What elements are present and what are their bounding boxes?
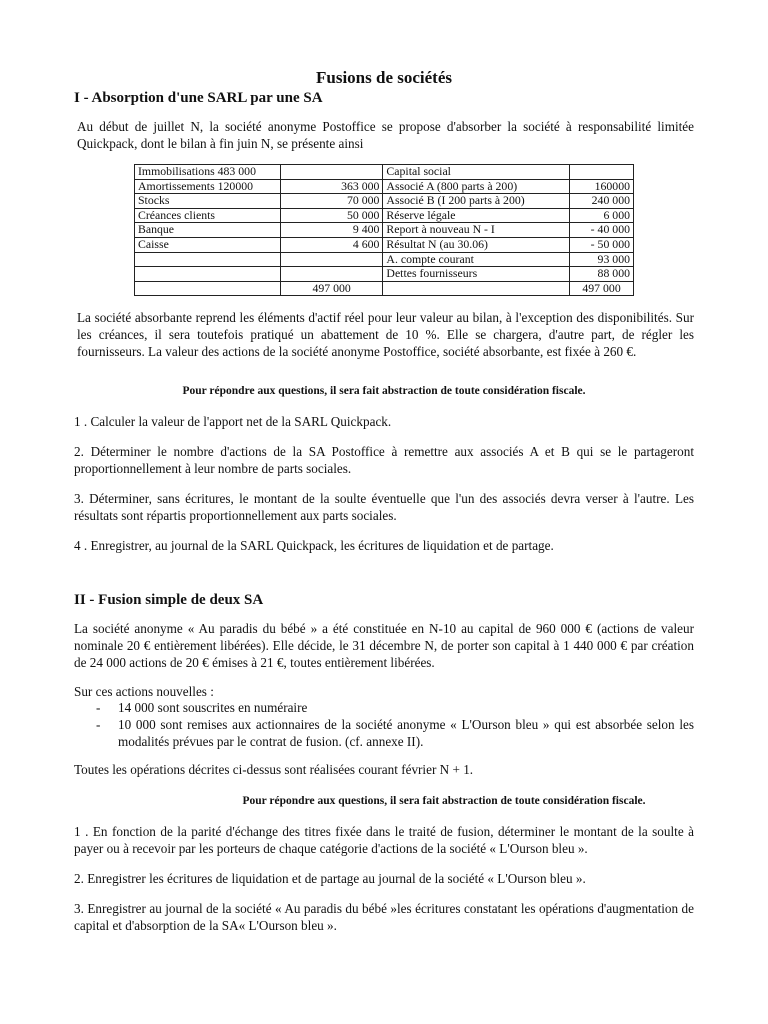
- section-2-question-1: 1 . En fonction de la parité d'échange des titres fixée dans le traité de fusion, déterminer le montant de la soulte à payer ou à recevoir par les porteurs de chaque catégorie d'actions de la société « L'Ourson bleu ».: [74, 824, 694, 856]
- table-cell: [135, 252, 281, 267]
- section-1-heading: I - Absorption d'une SARL par une SA: [74, 90, 323, 106]
- table-cell: A. compte courant: [383, 252, 570, 267]
- section-1-question-2: 2. Déterminer le nombre d'actions de la SA Postoffice à remettre aux associés A et B qui se le partageront proportionnellement à leur nombre de parts sociales.: [74, 444, 694, 476]
- table-cell: 9 400: [280, 223, 383, 238]
- table-cell: 6 000: [570, 208, 634, 223]
- table-cell: 70 000: [280, 194, 383, 209]
- section-1-fiscal-note: Pour répondre aux questions, il sera fait abstraction de toute considération fiscale.: [182, 385, 586, 397]
- table-row: [135, 165, 634, 180]
- table-cell: Créances clients: [135, 208, 281, 223]
- table-cell: [135, 267, 281, 282]
- table-row: [135, 179, 634, 194]
- table-cell: 363 000: [280, 179, 383, 194]
- table-cell: Report à nouveau N - I: [383, 223, 570, 238]
- dash-marker: -: [96, 700, 101, 715]
- new-shares-list: [74, 699, 694, 750]
- section-2-question-3: 3. Enregistrer au journal de la société « Au paradis du bébé »les écritures constatant les opérations d'augmentation de capital et d'absorption de la SA« L'Ourson bleu ».: [74, 901, 694, 933]
- list-item: - 10 000 sont remises aux actionnaires de la société anonyme « L'Ourson bleu » qui est absorbée selon les modalités prévues par le contrat de fusion. (cf. annexe II).: [96, 717, 694, 749]
- section-1-paragraph-2: La société absorbante reprend les éléments d'actif réel pour leur valeur au bilan, à l'exception des disponibilités. Sur les créances, il sera toutefois pratiqué un abattement de 10 %. Elle se chargera, d'autre part, de régler les fournisseurs. La valeur des actions de la société anonyme Postoffice, société absorbante, est fixée à 260 €.: [77, 310, 694, 359]
- table-row: [135, 237, 634, 252]
- table-cell: Capital social: [383, 165, 570, 180]
- table-cell: 240 000: [570, 194, 634, 209]
- table-row: [135, 267, 634, 282]
- section-1-question-3: 3. Déterminer, sans écritures, le montant de la soulte éventuelle que l'un des associés devra verser à l'autre. Les résultats sont répartis proportionnellement aux parts sociales.: [74, 491, 694, 523]
- table-cell: - 50 000: [570, 237, 634, 252]
- table-row: [135, 223, 634, 238]
- table-cell: Dettes fournisseurs: [383, 267, 570, 282]
- section-2-paragraph-1: La société anonyme « Au paradis du bébé » a été constituée en N-10 au capital de 960 000 € (actions de valeur nominale 20 € entièrement libérées). Elle décide, le 31 décembre N, de porter son capital à 1 440 000 € par création de 24 000 actions de 20 € émises à 21 €, toutes entièrement libérées.: [74, 621, 694, 670]
- table-cell: Résultat N (au 30.06): [383, 237, 570, 252]
- dash-marker: -: [96, 717, 101, 732]
- table-cell: [280, 267, 383, 282]
- section-2-heading: II - Fusion simple de deux SA: [74, 592, 264, 608]
- total-left: 497 000: [280, 281, 383, 296]
- table-cell: Réserve légale: [383, 208, 570, 223]
- balance-sheet-total-row: [135, 281, 634, 296]
- table-cell: Associé A (800 parts à 200): [383, 179, 570, 194]
- table-cell: 93 000: [570, 252, 634, 267]
- table-cell: Banque: [135, 223, 281, 238]
- table-row: [135, 194, 634, 209]
- section-2-question-2: 2. Enregistrer les écritures de liquidation et de partage au journal de la société « L'Ourson bleu ».: [74, 871, 586, 886]
- table-row: [135, 252, 634, 267]
- list-item: - 14 000 sont souscrites en numéraire: [96, 700, 308, 715]
- balance-sheet-table: [134, 164, 634, 296]
- section-2-fiscal-note: Pour répondre aux questions, il sera fait abstraction de toute considération fiscale.: [242, 795, 646, 807]
- table-cell: Immobilisations 483 000: [135, 165, 281, 180]
- table-cell: [570, 165, 634, 180]
- table-cell: 4 600: [280, 237, 383, 252]
- table-cell: Caisse: [135, 237, 281, 252]
- table-cell: Stocks: [135, 194, 281, 209]
- section-1-question-4: 4 . Enregistrer, au journal de la SARL Quickpack, les écritures de liquidation et de partage.: [74, 538, 554, 553]
- page-title: Fusions de sociétés: [316, 68, 452, 87]
- table-cell: Associé B (I 200 parts à 200): [383, 194, 570, 209]
- table-cell: 160000: [570, 179, 634, 194]
- table-cell: - 40 000: [570, 223, 634, 238]
- table-cell: Amortissements 120000: [135, 179, 281, 194]
- section-2-paragraph-2: Toutes les opérations décrites ci-dessus sont réalisées courant février N + 1.: [74, 762, 474, 777]
- section-2-list-intro: Sur ces actions nouvelles :: [74, 684, 214, 699]
- total-right: 497 000: [570, 281, 634, 296]
- table-cell: [280, 252, 383, 267]
- table-cell: 88 000: [570, 267, 634, 282]
- table-cell: [280, 165, 383, 180]
- section-1-question-1: 1 . Calculer la valeur de l'apport net de la SARL Quickpack.: [74, 414, 392, 429]
- table-row: [135, 208, 634, 223]
- section-1-intro: Au début de juillet N, la société anonyme Postoffice se propose d'absorber la société à responsabilité limitée Quickpack, dont le bilan à fin juin N, se présente ainsi: [77, 119, 694, 151]
- table-cell: 50 000: [280, 208, 383, 223]
